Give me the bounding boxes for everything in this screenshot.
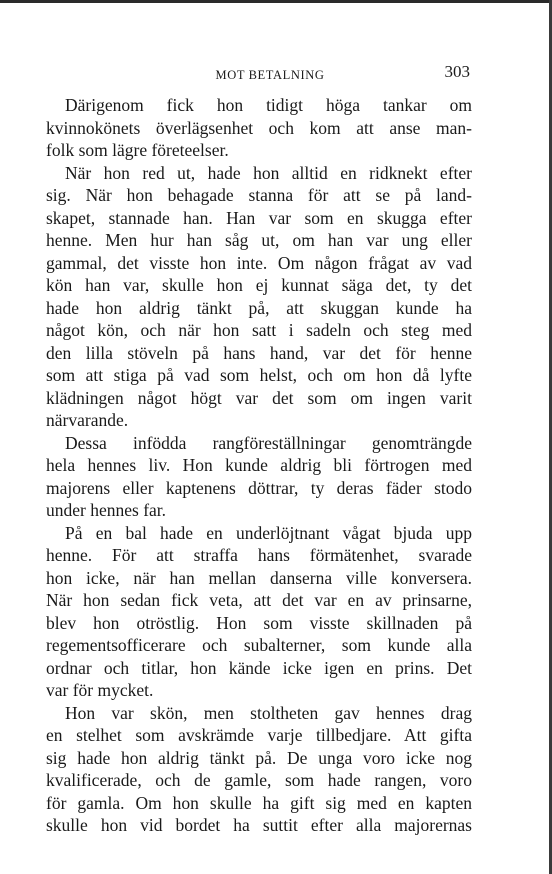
text-line: blev hon otröstlig. Hon som visste skillnaden på — [46, 612, 472, 633]
text-line: regementsofficerare och subalterner, som kunde alla — [46, 635, 472, 655]
body-text — [46, 94, 472, 837]
page-number: 303 — [444, 62, 470, 81]
text-line: under hennes far. — [46, 500, 167, 520]
text-line: skulle hon vid bordet ha suttit efter alla majorernas — [46, 815, 472, 835]
running-head — [0, 62, 552, 86]
text-line: henne. För att straffa hans förmätenhet, svarade — [46, 545, 472, 565]
text-line: sig hade hon aldrig tänkt på. De unga voro icke nog — [46, 747, 472, 768]
text-line: henne. Men hur han såg ut, om han var ung eller — [46, 230, 472, 250]
text-line: folk som lägre företeelser. — [46, 140, 229, 160]
text-line: något kön, och när hon satt i sadeln och steg med — [46, 320, 472, 340]
text-line: kvinnokönets överlägsenhet och kom att anse man- — [46, 117, 472, 138]
text-line: När hon red ut, hade hon alltid en ridknekt efter — [65, 162, 472, 183]
text-line: en stelhet som avskrämde varje tillbedjare. Att gifta — [46, 725, 472, 745]
text-line: klädningen något högt var det som om ingen varit — [46, 387, 472, 408]
running-head-title: MOT BETALNING — [215, 68, 325, 82]
text-line: När hon sedan fick veta, att det var en av prinsarne, — [46, 590, 472, 610]
text-line: På en bal hade en underlöjtnant vågat bjuda upp — [65, 522, 472, 543]
text-line: Hon var skön, men stoltheten gav hennes drag — [65, 702, 472, 723]
text-line: var för mycket. — [46, 680, 154, 700]
text-line: kön han var, skulle hon ej kunnat säga det, ty det — [46, 275, 472, 295]
text-line: hade hon aldrig tänkt på, att skuggan kunde ha — [46, 297, 472, 318]
text-line: för gamla. Om hon skulle ha gift sig med en kapten — [46, 792, 472, 813]
text-line: Därigenom fick hon tidigt höga tankar om — [65, 95, 472, 115]
text-line: hela hennes liv. Hon kunde aldrig bli förtrogen med — [46, 455, 472, 475]
text-line: Dessa infödda rangföreställningar genomträngde — [65, 432, 472, 453]
page-top-edge — [0, 0, 552, 3]
text-line: sig. När hon behagade stanna för att se på land- — [46, 185, 472, 205]
text-line: gammal, det visste hon inte. Om någon frågat av vad — [46, 252, 472, 273]
text-line: närvarande. — [46, 410, 129, 430]
text-line: majorens eller kaptenens döttrar, ty deras fäder stodo — [46, 477, 472, 498]
text-line: ordnar och titlar, hon kände icke igen en prins. Det — [46, 657, 472, 678]
text-line: hon icke, när han mellan danserna ville konversera. — [46, 567, 472, 588]
text-line: kvalificerade, och de gamle, som hade rangen, voro — [46, 770, 472, 790]
text-line: den lilla stöveln på hans hand, var det för henne — [46, 342, 472, 363]
text-line: skapet, stannade han. Han var som en skugga efter — [46, 207, 472, 228]
text-line: som att stiga på vad som helst, och om hon då lyfte — [46, 365, 472, 385]
